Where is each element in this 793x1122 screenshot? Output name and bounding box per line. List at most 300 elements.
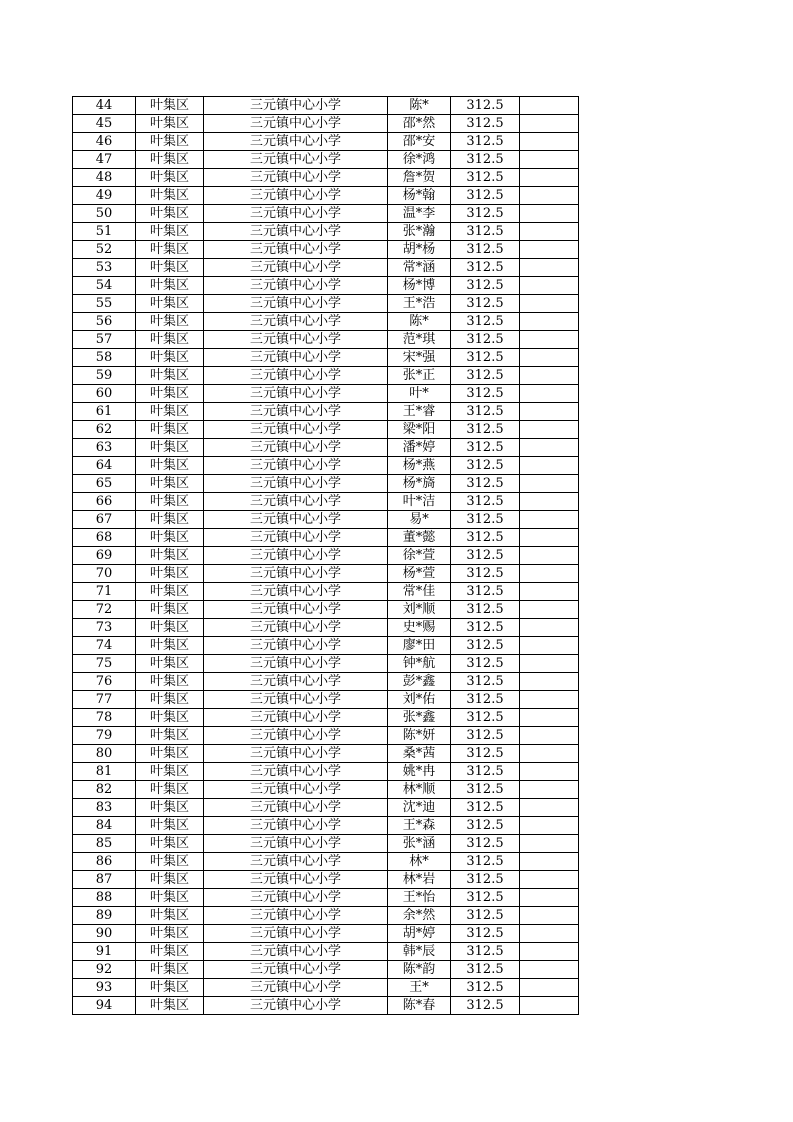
district-cell: 叶集区 [136, 115, 204, 133]
student-name-cell: 张*瀚 [388, 223, 451, 241]
row-number-cell: 75 [73, 655, 136, 673]
school-cell: 三元镇中心小学 [204, 871, 388, 889]
table-row [73, 691, 579, 709]
table-row [73, 313, 579, 331]
table-row [73, 655, 579, 673]
table-row [73, 835, 579, 853]
school-cell: 三元镇中心小学 [204, 727, 388, 745]
remark-cell [520, 133, 579, 151]
row-number-cell: 58 [73, 349, 136, 367]
student-name-cell: 胡*婷 [388, 925, 451, 943]
row-number-cell: 70 [73, 565, 136, 583]
school-cell: 三元镇中心小学 [204, 853, 388, 871]
student-name-cell: 桑*茜 [388, 745, 451, 763]
school-cell: 三元镇中心小学 [204, 493, 388, 511]
student-name-cell: 范*琪 [388, 331, 451, 349]
remark-cell [520, 277, 579, 295]
school-cell: 三元镇中心小学 [204, 349, 388, 367]
table-row [73, 547, 579, 565]
row-number-cell: 47 [73, 151, 136, 169]
row-number-cell: 77 [73, 691, 136, 709]
row-number-cell: 76 [73, 673, 136, 691]
score-cell: 312.5 [451, 313, 520, 331]
row-number-cell: 80 [73, 745, 136, 763]
school-cell: 三元镇中心小学 [204, 151, 388, 169]
row-number-cell: 62 [73, 421, 136, 439]
score-cell: 312.5 [451, 799, 520, 817]
district-cell: 叶集区 [136, 439, 204, 457]
remark-cell [520, 331, 579, 349]
row-number-cell: 55 [73, 295, 136, 313]
school-cell: 三元镇中心小学 [204, 979, 388, 997]
student-name-cell: 王*怡 [388, 889, 451, 907]
school-cell: 三元镇中心小学 [204, 997, 388, 1015]
table-row [73, 205, 579, 223]
score-cell: 312.5 [451, 853, 520, 871]
row-number-cell: 59 [73, 367, 136, 385]
table-row [73, 961, 579, 979]
table-row [73, 745, 579, 763]
school-cell: 三元镇中心小学 [204, 835, 388, 853]
row-number-cell: 83 [73, 799, 136, 817]
score-cell: 312.5 [451, 205, 520, 223]
student-name-cell: 钟*航 [388, 655, 451, 673]
district-cell: 叶集区 [136, 223, 204, 241]
table-row [73, 439, 579, 457]
district-cell: 叶集区 [136, 295, 204, 313]
district-cell: 叶集区 [136, 871, 204, 889]
district-cell: 叶集区 [136, 907, 204, 925]
district-cell: 叶集区 [136, 979, 204, 997]
remark-cell [520, 979, 579, 997]
remark-cell [520, 997, 579, 1015]
student-name-cell: 林*顺 [388, 781, 451, 799]
table-row [73, 781, 579, 799]
district-cell: 叶集区 [136, 331, 204, 349]
student-name-cell: 史*赐 [388, 619, 451, 637]
district-cell: 叶集区 [136, 961, 204, 979]
remark-cell [520, 835, 579, 853]
district-cell: 叶集区 [136, 853, 204, 871]
remark-cell [520, 151, 579, 169]
score-cell: 312.5 [451, 385, 520, 403]
score-cell: 312.5 [451, 529, 520, 547]
row-number-cell: 81 [73, 763, 136, 781]
student-name-cell: 梁*阳 [388, 421, 451, 439]
remark-cell [520, 637, 579, 655]
student-name-cell: 陈*春 [388, 997, 451, 1015]
district-cell: 叶集区 [136, 169, 204, 187]
score-cell: 312.5 [451, 583, 520, 601]
district-cell: 叶集区 [136, 421, 204, 439]
student-name-cell: 王*浩 [388, 295, 451, 313]
table-row [73, 511, 579, 529]
score-cell: 312.5 [451, 151, 520, 169]
school-cell: 三元镇中心小学 [204, 907, 388, 925]
school-cell: 三元镇中心小学 [204, 133, 388, 151]
score-cell: 312.5 [451, 727, 520, 745]
district-cell: 叶集区 [136, 925, 204, 943]
table-row [73, 601, 579, 619]
school-cell: 三元镇中心小学 [204, 781, 388, 799]
student-name-cell: 沈*迪 [388, 799, 451, 817]
school-cell: 三元镇中心小学 [204, 799, 388, 817]
district-cell: 叶集区 [136, 187, 204, 205]
district-cell: 叶集区 [136, 745, 204, 763]
remark-cell [520, 439, 579, 457]
student-name-cell: 徐*萱 [388, 547, 451, 565]
district-cell: 叶集区 [136, 475, 204, 493]
district-cell: 叶集区 [136, 709, 204, 727]
district-cell: 叶集区 [136, 619, 204, 637]
school-cell: 三元镇中心小学 [204, 115, 388, 133]
student-score-table [72, 96, 579, 1015]
district-cell: 叶集区 [136, 133, 204, 151]
score-cell: 312.5 [451, 655, 520, 673]
student-name-cell: 陈*韵 [388, 961, 451, 979]
student-name-cell: 张*正 [388, 367, 451, 385]
row-number-cell: 65 [73, 475, 136, 493]
row-number-cell: 84 [73, 817, 136, 835]
row-number-cell: 93 [73, 979, 136, 997]
school-cell: 三元镇中心小学 [204, 223, 388, 241]
school-cell: 三元镇中心小学 [204, 169, 388, 187]
district-cell: 叶集区 [136, 799, 204, 817]
school-cell: 三元镇中心小学 [204, 475, 388, 493]
student-name-cell: 潘*婷 [388, 439, 451, 457]
row-number-cell: 61 [73, 403, 136, 421]
table-row [73, 799, 579, 817]
remark-cell [520, 763, 579, 781]
student-name-cell: 彭*鑫 [388, 673, 451, 691]
table-row [73, 403, 579, 421]
table-row [73, 619, 579, 637]
student-name-cell: 陈* [388, 97, 451, 115]
remark-cell [520, 511, 579, 529]
student-name-cell: 詹*贺 [388, 169, 451, 187]
score-cell: 312.5 [451, 97, 520, 115]
remark-cell [520, 97, 579, 115]
score-cell: 312.5 [451, 781, 520, 799]
table-row [73, 97, 579, 115]
school-cell: 三元镇中心小学 [204, 187, 388, 205]
score-cell: 312.5 [451, 511, 520, 529]
school-cell: 三元镇中心小学 [204, 943, 388, 961]
district-cell: 叶集区 [136, 889, 204, 907]
remark-cell [520, 709, 579, 727]
district-cell: 叶集区 [136, 565, 204, 583]
score-cell: 312.5 [451, 745, 520, 763]
district-cell: 叶集区 [136, 241, 204, 259]
remark-cell [520, 313, 579, 331]
school-cell: 三元镇中心小学 [204, 745, 388, 763]
student-name-cell: 胡*杨 [388, 241, 451, 259]
table-row [73, 817, 579, 835]
district-cell: 叶集区 [136, 403, 204, 421]
table-row [73, 997, 579, 1015]
table-row [73, 709, 579, 727]
student-name-cell: 常*涵 [388, 259, 451, 277]
table-row [73, 457, 579, 475]
row-number-cell: 66 [73, 493, 136, 511]
remark-cell [520, 241, 579, 259]
row-number-cell: 90 [73, 925, 136, 943]
row-number-cell: 87 [73, 871, 136, 889]
table-row [73, 151, 579, 169]
table-row [73, 241, 579, 259]
row-number-cell: 53 [73, 259, 136, 277]
table-row [73, 133, 579, 151]
score-cell: 312.5 [451, 907, 520, 925]
district-cell: 叶集区 [136, 151, 204, 169]
remark-cell [520, 529, 579, 547]
row-number-cell: 63 [73, 439, 136, 457]
table-row [73, 979, 579, 997]
remark-cell [520, 259, 579, 277]
student-name-cell: 姚*冉 [388, 763, 451, 781]
student-name-cell: 叶*洁 [388, 493, 451, 511]
district-cell: 叶集区 [136, 691, 204, 709]
student-name-cell: 刘*顺 [388, 601, 451, 619]
row-number-cell: 49 [73, 187, 136, 205]
school-cell: 三元镇中心小学 [204, 925, 388, 943]
school-cell: 三元镇中心小学 [204, 547, 388, 565]
district-cell: 叶集区 [136, 277, 204, 295]
score-cell: 312.5 [451, 169, 520, 187]
remark-cell [520, 727, 579, 745]
district-cell: 叶集区 [136, 349, 204, 367]
district-cell: 叶集区 [136, 529, 204, 547]
district-cell: 叶集区 [136, 817, 204, 835]
score-cell: 312.5 [451, 997, 520, 1015]
school-cell: 三元镇中心小学 [204, 529, 388, 547]
row-number-cell: 56 [73, 313, 136, 331]
table-row [73, 115, 579, 133]
table-row [73, 493, 579, 511]
remark-cell [520, 943, 579, 961]
row-number-cell: 88 [73, 889, 136, 907]
table-row [73, 169, 579, 187]
remark-cell [520, 781, 579, 799]
table-row [73, 889, 579, 907]
district-cell: 叶集区 [136, 673, 204, 691]
table-row [73, 763, 579, 781]
school-cell: 三元镇中心小学 [204, 205, 388, 223]
score-cell: 312.5 [451, 475, 520, 493]
table-row [73, 871, 579, 889]
student-name-cell: 杨*博 [388, 277, 451, 295]
remark-cell [520, 961, 579, 979]
student-name-cell: 杨*旖 [388, 475, 451, 493]
student-name-cell: 叶* [388, 385, 451, 403]
district-cell: 叶集区 [136, 547, 204, 565]
row-number-cell: 72 [73, 601, 136, 619]
remark-cell [520, 421, 579, 439]
remark-cell [520, 583, 579, 601]
student-name-cell: 邵*安 [388, 133, 451, 151]
remark-cell [520, 349, 579, 367]
row-number-cell: 45 [73, 115, 136, 133]
score-cell: 312.5 [451, 493, 520, 511]
row-number-cell: 94 [73, 997, 136, 1015]
table-body [73, 97, 579, 1015]
school-cell: 三元镇中心小学 [204, 97, 388, 115]
district-cell: 叶集区 [136, 583, 204, 601]
remark-cell [520, 691, 579, 709]
student-name-cell: 王* [388, 979, 451, 997]
remark-cell [520, 925, 579, 943]
score-cell: 312.5 [451, 241, 520, 259]
score-cell: 312.5 [451, 421, 520, 439]
district-cell: 叶集区 [136, 493, 204, 511]
table-row [73, 259, 579, 277]
school-cell: 三元镇中心小学 [204, 637, 388, 655]
row-number-cell: 52 [73, 241, 136, 259]
school-cell: 三元镇中心小学 [204, 763, 388, 781]
remark-cell [520, 403, 579, 421]
score-cell: 312.5 [451, 925, 520, 943]
remark-cell [520, 871, 579, 889]
school-cell: 三元镇中心小学 [204, 889, 388, 907]
district-cell: 叶集区 [136, 781, 204, 799]
remark-cell [520, 205, 579, 223]
remark-cell [520, 367, 579, 385]
district-cell: 叶集区 [136, 259, 204, 277]
table-row [73, 907, 579, 925]
district-cell: 叶集区 [136, 637, 204, 655]
row-number-cell: 64 [73, 457, 136, 475]
school-cell: 三元镇中心小学 [204, 403, 388, 421]
remark-cell [520, 295, 579, 313]
school-cell: 三元镇中心小学 [204, 673, 388, 691]
table-row [73, 277, 579, 295]
score-cell: 312.5 [451, 295, 520, 313]
district-cell: 叶集区 [136, 763, 204, 781]
score-cell: 312.5 [451, 871, 520, 889]
table-row [73, 187, 579, 205]
score-cell: 312.5 [451, 673, 520, 691]
district-cell: 叶集区 [136, 727, 204, 745]
table-row [73, 727, 579, 745]
remark-cell [520, 493, 579, 511]
row-number-cell: 71 [73, 583, 136, 601]
student-name-cell: 张*鑫 [388, 709, 451, 727]
table-row [73, 673, 579, 691]
row-number-cell: 54 [73, 277, 136, 295]
score-cell: 312.5 [451, 601, 520, 619]
remark-cell [520, 673, 579, 691]
score-cell: 312.5 [451, 637, 520, 655]
table-row [73, 529, 579, 547]
score-cell: 312.5 [451, 277, 520, 295]
score-cell: 312.5 [451, 817, 520, 835]
table-row [73, 583, 579, 601]
score-cell: 312.5 [451, 565, 520, 583]
remark-cell [520, 619, 579, 637]
remark-cell [520, 565, 579, 583]
remark-cell [520, 745, 579, 763]
school-cell: 三元镇中心小学 [204, 691, 388, 709]
school-cell: 三元镇中心小学 [204, 565, 388, 583]
student-name-cell: 王*睿 [388, 403, 451, 421]
student-name-cell: 杨*翰 [388, 187, 451, 205]
remark-cell [520, 817, 579, 835]
table-row [73, 925, 579, 943]
table-row [73, 367, 579, 385]
table-row [73, 385, 579, 403]
school-cell: 三元镇中心小学 [204, 385, 388, 403]
remark-cell [520, 115, 579, 133]
score-cell: 312.5 [451, 979, 520, 997]
district-cell: 叶集区 [136, 835, 204, 853]
school-cell: 三元镇中心小学 [204, 511, 388, 529]
remark-cell [520, 655, 579, 673]
district-cell: 叶集区 [136, 511, 204, 529]
remark-cell [520, 601, 579, 619]
score-cell: 312.5 [451, 259, 520, 277]
table-row [73, 331, 579, 349]
remark-cell [520, 475, 579, 493]
score-cell: 312.5 [451, 457, 520, 475]
remark-cell [520, 187, 579, 205]
table-row [73, 421, 579, 439]
score-cell: 312.5 [451, 943, 520, 961]
row-number-cell: 89 [73, 907, 136, 925]
school-cell: 三元镇中心小学 [204, 295, 388, 313]
district-cell: 叶集区 [136, 385, 204, 403]
school-cell: 三元镇中心小学 [204, 601, 388, 619]
student-name-cell: 廖*田 [388, 637, 451, 655]
remark-cell [520, 907, 579, 925]
school-cell: 三元镇中心小学 [204, 655, 388, 673]
school-cell: 三元镇中心小学 [204, 259, 388, 277]
student-name-cell: 宋*强 [388, 349, 451, 367]
school-cell: 三元镇中心小学 [204, 277, 388, 295]
remark-cell [520, 385, 579, 403]
district-cell: 叶集区 [136, 655, 204, 673]
row-number-cell: 44 [73, 97, 136, 115]
remark-cell [520, 889, 579, 907]
student-name-cell: 杨*燕 [388, 457, 451, 475]
student-name-cell: 邵*然 [388, 115, 451, 133]
table-row [73, 853, 579, 871]
score-cell: 312.5 [451, 187, 520, 205]
score-cell: 312.5 [451, 403, 520, 421]
school-cell: 三元镇中心小学 [204, 961, 388, 979]
district-cell: 叶集区 [136, 943, 204, 961]
remark-cell [520, 223, 579, 241]
score-cell: 312.5 [451, 763, 520, 781]
score-cell: 312.5 [451, 709, 520, 727]
row-number-cell: 82 [73, 781, 136, 799]
table-row [73, 943, 579, 961]
student-name-cell: 刘*佑 [388, 691, 451, 709]
score-cell: 312.5 [451, 961, 520, 979]
student-name-cell: 余*然 [388, 907, 451, 925]
table-row [73, 637, 579, 655]
row-number-cell: 73 [73, 619, 136, 637]
district-cell: 叶集区 [136, 367, 204, 385]
row-number-cell: 91 [73, 943, 136, 961]
student-name-cell: 易* [388, 511, 451, 529]
student-name-cell: 杨*萱 [388, 565, 451, 583]
row-number-cell: 74 [73, 637, 136, 655]
score-cell: 312.5 [451, 223, 520, 241]
school-cell: 三元镇中心小学 [204, 583, 388, 601]
row-number-cell: 85 [73, 835, 136, 853]
school-cell: 三元镇中心小学 [204, 457, 388, 475]
score-cell: 312.5 [451, 115, 520, 133]
